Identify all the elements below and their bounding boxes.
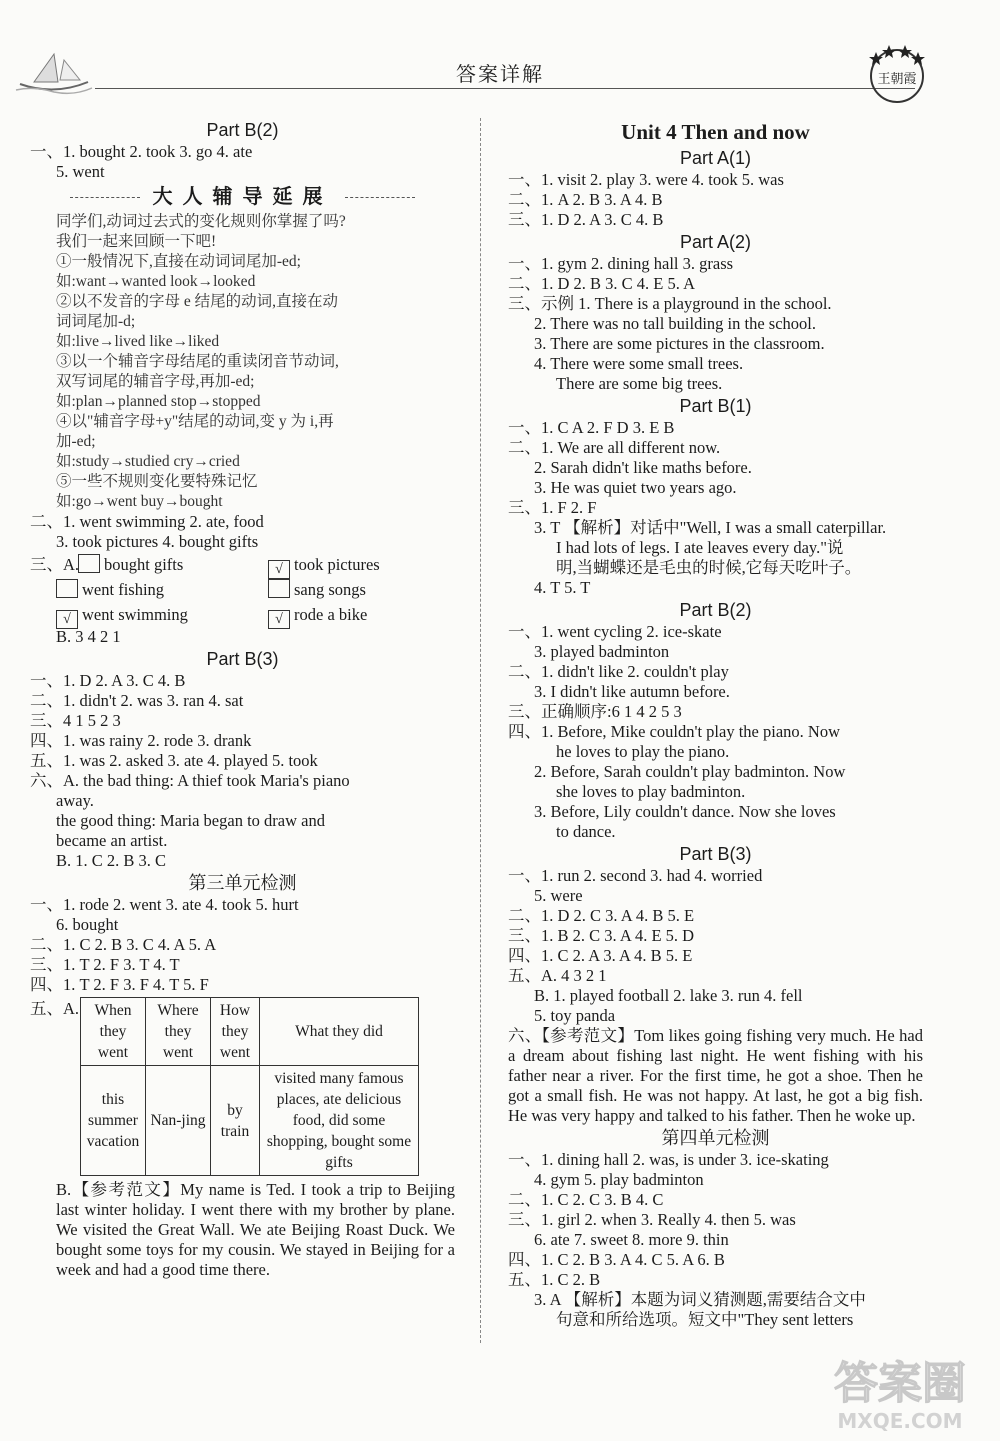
sample-essay: B.【参考范文】My name is Ted. I took a trip to Beijing last winter holiday. I went there with my brother by plane. We visited the Great Wall. We ate Beijing Roast Duck. We bought some toys for my cousin. We stayed in Beijing for a week and had a good time there. (56, 1180, 455, 1279)
answer-line: to dance. (556, 822, 616, 841)
brand-badge-icon (862, 38, 932, 108)
answer-line: 三、1. girl 2. when 3. Really 4. then 5. was (508, 1210, 796, 1229)
checkbox (78, 554, 100, 573)
tip-line: 加-ed; (56, 433, 96, 450)
answer-line: the good thing: Maria began to draw and (56, 811, 325, 830)
tip-line: ①一般情况下,直接在动词词尾加-ed; (56, 253, 301, 270)
answer-line: 五、A. 4 3 2 1 (508, 966, 607, 985)
table-cell: Nan-jing (146, 1066, 211, 1176)
answer-line: There are some big trees. (556, 374, 723, 393)
header-rule (95, 88, 915, 89)
answer-line: she loves to play badminton. (556, 782, 746, 801)
answer-line: 三、1. D 2. A 3. C 4. B (508, 210, 664, 229)
answer-line: 三、1. T 2. F 3. T 4. T (30, 955, 180, 974)
section-title-part-b3: Part B(3) (206, 649, 279, 669)
answer-line: 二、1. didn't like 2. couldn't play (508, 662, 729, 681)
grammar-tips (30, 212, 455, 512)
tip-line: 词词尾加-d; (56, 313, 136, 330)
checkbox: √ (268, 610, 290, 629)
left-column (30, 118, 455, 1280)
section-title-part-b1: Part B(1) (679, 396, 752, 416)
tip-line: 如:go→went buy→bought (56, 493, 223, 510)
answer-line: 一、1. D 2. A 3. C 4. B (30, 671, 186, 690)
answer-line: 二、1. A 2. B 3. A 4. B (508, 190, 663, 209)
tip-line: ④以"辅音字母+y"结尾的动词,变 y 为 i,再 (56, 413, 334, 430)
checkbox-label: went swimming (82, 605, 188, 624)
unit-title: Unit 4 Then and now (621, 120, 810, 144)
page-header (0, 0, 1000, 120)
table-header-cell: Where they went (146, 998, 211, 1066)
answer-line: 明,当蝴蝶还是毛虫的时候,它每天吃叶子。 (556, 558, 862, 577)
answer-line: 6. ate 7. sweet 8. more 9. thin (534, 1230, 729, 1249)
answer-line: 二、1. D 2. B 3. C 4. E 5. A (508, 274, 696, 293)
answer-line: 句意和所给选项。短文中"They sent letters (556, 1310, 854, 1329)
answer-line: 3. took pictures 4. bought gifts (56, 532, 259, 551)
answer-line: 四、1. was rainy 2. rode 3. drank (30, 731, 252, 750)
answer-line: 4. There were some small trees. (534, 354, 744, 373)
answer-line: 3. played badminton (534, 642, 670, 661)
answer-line: 一、1. went cycling 2. ice-skate (508, 622, 722, 641)
sample-essay: 六、【参考范文】Tom likes going fishing very much. He had a dream about fishing last night. He went fishing with his father near a river. For the first time, he got a shoe. Then he got a small fish. He was not happy. At last, he got a big fish. He was very happy and talked to his father. Then he woke up. (508, 1026, 923, 1125)
section-title-unit4-test: 第四单元检测 (661, 1128, 770, 1148)
watermark-logo-icon (805, 1350, 995, 1435)
answer-line: 2. Sarah didn't like maths before. (534, 458, 752, 477)
answer-line: B. 1. played football 2. lake 3. run 4. fell (534, 986, 803, 1005)
checkbox (56, 579, 78, 598)
section-title-part-b2: Part B(2) (679, 600, 752, 620)
tip-line: 如:want→wanted look→looked (56, 273, 256, 290)
answer-line: became an artist. (56, 831, 168, 850)
answer-line: 5. went (56, 162, 105, 181)
answer-line: 3. I didn't like autumn before. (534, 682, 730, 701)
answer-line: he loves to play the piano. (556, 742, 730, 761)
right-column (508, 118, 923, 1330)
checkbox-label: bought gifts (104, 555, 184, 574)
answer-line: 一、1. visit 2. play 3. were 4. took 5. was (508, 170, 784, 189)
answer-line: 六、A. the bad thing: A thief took Maria's piano (30, 771, 350, 790)
answer-line: 6. bought (56, 915, 119, 934)
table-cell: by train (211, 1066, 260, 1176)
column-divider (480, 118, 481, 1343)
section-title-part-a1: Part A(1) (679, 148, 752, 168)
tip-line: ②以不发音的字母 e 结尾的动词,直接在动 (56, 293, 339, 310)
question-label: 三、A. (30, 555, 80, 574)
table-header-cell: How they went (211, 998, 260, 1066)
table-cell: visited many famous places, ate delicious food, did some shopping, bought some gifts (260, 1066, 419, 1176)
checkbox: √ (56, 610, 78, 629)
section-title-part-b3: Part B(3) (679, 844, 752, 864)
answer-line: 二、1. D 2. C 3. A 4. B 5. E (508, 906, 695, 925)
watermark-text: 答案圈 (834, 1358, 966, 1409)
answer-line: 三、1. B 2. C 3. A 4. E 5. D (508, 926, 695, 945)
answer-line: 二、1. C 2. B 3. C 4. A 5. A (30, 935, 217, 954)
answer-line: 5. toy panda (534, 1006, 616, 1025)
checkbox-label: took pictures (294, 555, 380, 574)
table-header-row (81, 998, 419, 1066)
question-label: 五、A. (30, 999, 80, 1018)
table-header-cell: When they went (81, 998, 146, 1066)
answer-line: 五、1. was 2. asked 3. ate 4. played 5. took (30, 751, 318, 770)
answer-line: 二、1. C 2. C 3. B 4. C (508, 1190, 664, 1209)
table-cell: this summer vacation (81, 1066, 146, 1176)
watermark-url: MXQE.COM (837, 1409, 963, 1433)
tip-line: 双写词尾的辅音字母,再加-ed; (56, 373, 255, 390)
answer-line: 3. T 【解析】对话中"Well, I was a small caterpillar. (534, 518, 887, 537)
answer-line: 4. T 5. T (534, 578, 591, 597)
tip-line: 如:study→studied cry→cried (56, 453, 240, 470)
tip-line: 我们一起来回顾一下吧! (56, 233, 217, 250)
answer-line: 3. He was quiet two years ago. (534, 478, 737, 497)
answer-line: 四、1. T 2. F 3. F 4. T 5. F (30, 975, 209, 994)
tip-line: ③以一个辅音字母结尾的重读闭音节动词, (56, 353, 339, 370)
tip-line: 同学们,动词过去式的变化规则你掌握了吗? (56, 213, 346, 230)
checkbox-label: went fishing (82, 580, 165, 599)
answer-line: B. 3 4 2 1 (56, 627, 121, 646)
answer-line: 四、1. Before, Mike couldn't play the piano. Now (508, 722, 840, 741)
table-row (81, 1066, 419, 1176)
answer-line: 一、1. rode 2. went 3. ate 4. took 5. hurt (30, 895, 299, 914)
answer-line: 3. Before, Lily couldn't dance. Now she loves (534, 802, 836, 821)
tip-line: 如:live→lived like→liked (56, 333, 220, 350)
checkbox-group (30, 552, 455, 627)
checkbox-label: sang songs (294, 580, 366, 599)
answer-line: 3. There are some pictures in the classroom. (534, 334, 825, 353)
brand-badge-text: 王朝霞 (877, 72, 917, 87)
section-title-part-a2: Part A(2) (679, 232, 752, 252)
answer-line: 三、示例 1. There is a playground in the school. (508, 294, 832, 313)
answer-line: 3. A 【解析】本题为词义猜测题,需要结合文中 (534, 1290, 866, 1309)
trip-table (80, 997, 419, 1176)
answer-line: 三、1. F 2. F (508, 498, 597, 517)
answer-line: 四、1. C 2. A 3. A 4. B 5. E (508, 946, 693, 965)
answer-line: 5. were (534, 886, 583, 905)
answer-line: 四、1. C 2. B 3. A 4. C 5. A 6. B (508, 1250, 725, 1269)
section-title-unit3-test: 第三单元检测 (188, 873, 297, 893)
header-title: 答案详解 (456, 64, 544, 86)
answer-line: 4. gym 5. play badminton (534, 1170, 704, 1189)
answer-line: away. (56, 791, 94, 810)
answer-line: B. 1. C 2. B 3. C (56, 851, 167, 870)
extension-title: 大人辅导延展 (30, 182, 455, 212)
table-header-cell: What they did (260, 998, 419, 1066)
checkbox: √ (268, 560, 290, 579)
answer-line: 2. There was no tall building in the school. (534, 314, 816, 333)
section-title-part-b2: Part B(2) (206, 120, 279, 140)
answer-line: 2. Before, Sarah couldn't play badminton. Now (534, 762, 846, 781)
answer-line: I had lots of legs. I ate leaves every day."说 (556, 538, 844, 557)
tip-line: 如:plan→planned stop→stopped (56, 393, 261, 410)
answer-line: 一、1. dining hall 2. was, is under 3. ice-skating (508, 1150, 829, 1169)
answer-line: 一、1. bought 2. took 3. go 4. ate (30, 142, 253, 161)
tip-line: ⑤一些不规则变化要特殊记忆 (56, 473, 258, 490)
answer-line: 一、1. run 2. second 3. had 4. worried (508, 866, 763, 885)
answer-line: 二、1. went swimming 2. ate, food (30, 512, 264, 531)
answer-line: 五、1. C 2. B (508, 1270, 601, 1289)
answer-line: 一、1. C A 2. F D 3. E B (508, 418, 675, 437)
answer-line: 二、1. didn't 2. was 3. ran 4. sat (30, 691, 244, 710)
answer-line: 三、正确顺序:6 1 4 2 5 3 (508, 702, 682, 721)
checkbox-label: rode a bike (294, 605, 368, 624)
answer-line: 一、1. gym 2. dining hall 3. grass (508, 254, 734, 273)
answer-line: 二、1. We are all different now. (508, 438, 721, 457)
checkbox (268, 579, 290, 598)
answer-line: 三、4 1 5 2 3 (30, 711, 121, 730)
